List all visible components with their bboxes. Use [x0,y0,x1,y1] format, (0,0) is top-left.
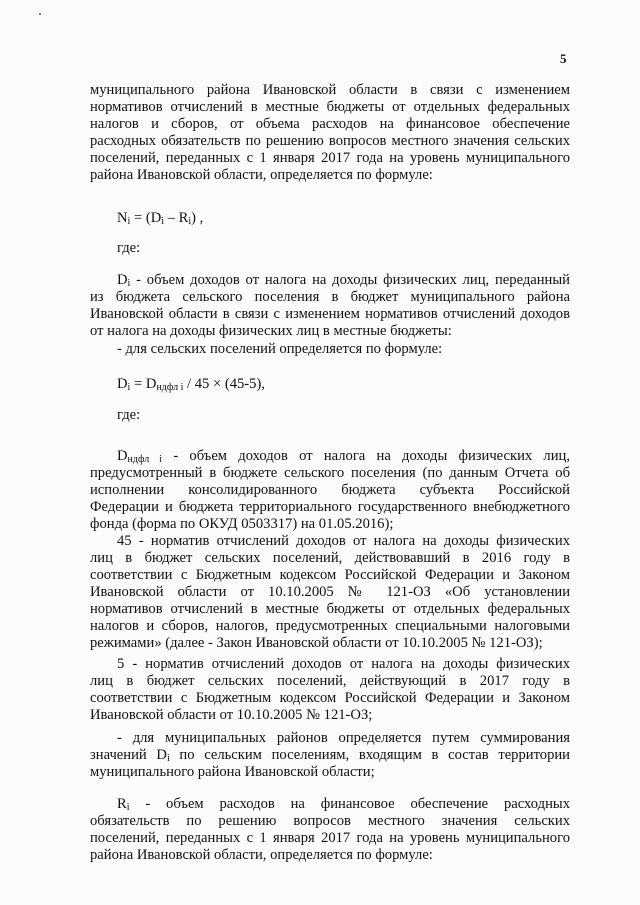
text-line: нормативов отчислений в местные бюджеты от отдельных федеральных [90,99,570,115]
page-number: 5 [560,51,567,66]
sum-line: значений $D_i$ по сельским поселениям, входящим в состав территории [90,747,570,764]
text-line: исполнении консолидированного бюджета субъекта Российской [90,482,570,498]
text-line: Ивановской области от 10.10.2005 № 121-ОЗ «Об установлении [90,584,570,600]
text-line: соответствии с Бюджетным кодексом Российской Федерации и Законом [90,567,570,583]
text-line: района Ивановской области, определяется по формуле: [90,167,433,183]
text-line: соответствии с Бюджетным кодексом Российской Федерации и Законом [90,690,570,706]
text-line: поселений, переданных с 1 января 2017 года на уровень муниципального [90,830,570,846]
text-line: муниципального района Ивановской области; [90,764,375,780]
where-label: где: [117,240,141,256]
text-line: муниципального района Ивановской области в связи с изменением [90,82,570,98]
formula-ni: $N_i = (D_i - R_i)$ , [117,210,204,227]
text-line: Ивановской области от 10.10.2005 № 121-ОЗ; [90,707,373,723]
text-line: района Ивановской области, определяется по формуле: [90,847,433,863]
text-line: расходных обязательств по решению вопросов местного значения сельских [90,133,570,149]
where-label: где: [117,407,141,423]
text-line: обязательств по решению вопросов местного значения сельских [90,813,570,829]
text-line: лиц в бюджет сельских поселений, действующий в 2017 году в [90,673,570,689]
text-line: Ивановской области в связи с изменением нормативов отчислений доходов [90,306,570,322]
definition-dndfl: $D_{ндфл i}$ - объем доходов от налога на доходы физических лиц, [117,448,570,465]
text-line: - для муниципальных районов определяется путем суммирования [117,730,570,746]
text-line: 5 - норматив отчислений доходов от налога на доходы физических [117,656,570,672]
text-line: 45 - норматив отчислений доходов от налога на доходы физических [117,533,570,549]
text-line: предусмотренный в бюджете сельского поселения (по данным Отчета об [90,465,570,481]
definition-ri: $R_i$ - объем расходов на финансовое обеспечение расходных [117,796,570,813]
definition-di: $D_i$ - объем доходов от налога на доходы физических лиц, переданный [117,272,570,289]
text-line: - для сельских поселений определяется по формуле: [117,341,443,357]
formula-di: $D_i = D_{ндфл i} / 45 \times (45-5)$, [117,376,265,393]
text-line: из бюджета сельского поселения в бюджет муниципального района [90,289,570,305]
text-line: налогов и сборов, от объема расходов на финансовое обеспечение [90,116,570,132]
text-line: режимами» (далее - Закон Ивановской области от 10.10.2005 № 121-ОЗ); [90,635,543,651]
text-line: от налога на доходы физических лиц в местные бюджеты: [90,323,452,339]
text-line: нормативов отчислений в местные бюджеты от отдельных федеральных [90,601,570,617]
text-line: фонда (форма по ОКУД 0503317) на 01.05.2016); [90,516,394,532]
text-line: лиц в бюджет сельских поселений, действовавший в 2016 году в [90,550,570,566]
text-line: Федерации и бюджета территориального государственного внебюджетного [90,499,570,515]
text-line: поселений, переданных с 1 января 2017 года на уровень муниципального [90,150,570,166]
text-line: налогов и сборов, налогов, предусмотренных специальными налоговыми [90,618,570,634]
scan-speck [39,13,41,15]
